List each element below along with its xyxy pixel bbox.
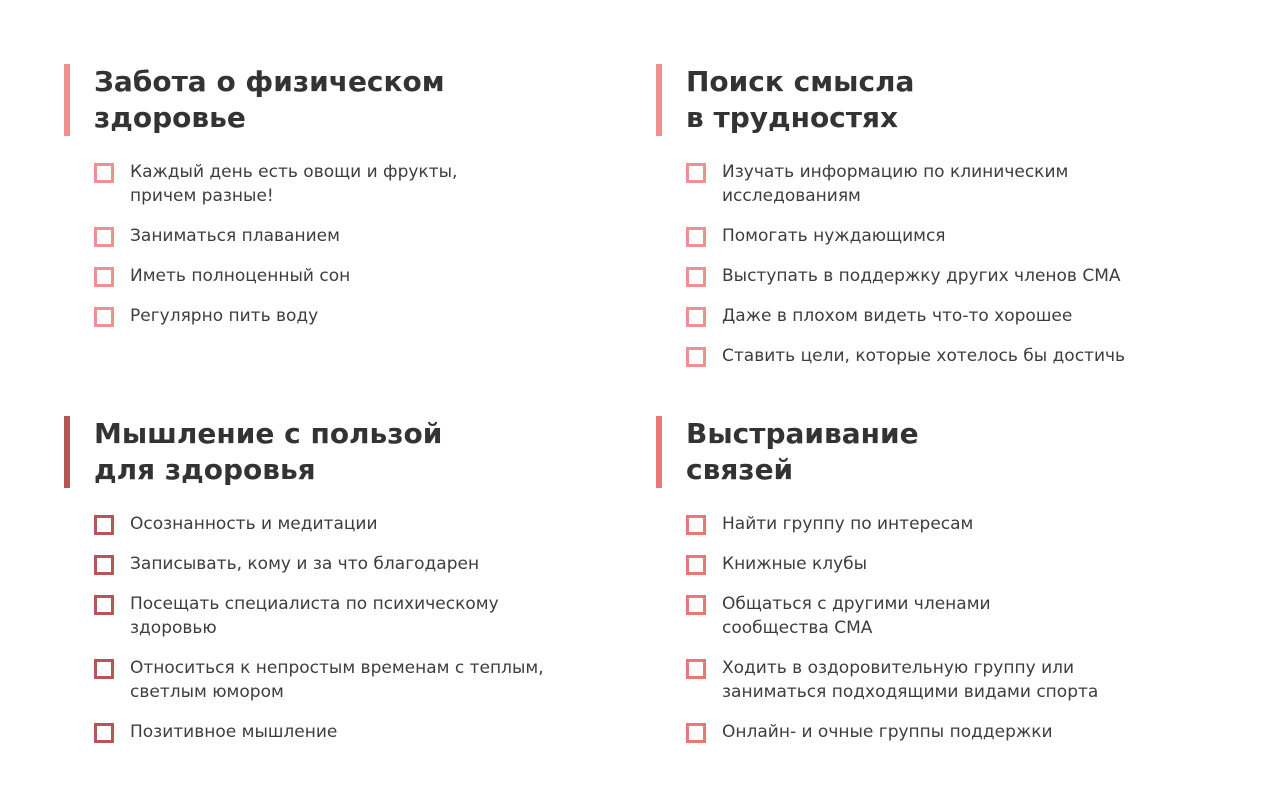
checkbox[interactable] (686, 723, 706, 743)
checklist-item (64, 224, 584, 248)
checklist-item (656, 592, 1176, 640)
checkbox[interactable] (686, 595, 706, 615)
checkbox[interactable] (94, 307, 114, 327)
section-title: Поиск смысла в трудностях (686, 65, 915, 134)
checkbox[interactable] (686, 515, 706, 535)
checklist-item (656, 552, 1176, 576)
checkbox[interactable] (686, 555, 706, 575)
checklist-item (64, 720, 584, 744)
checklist-item-label: Посещать специалиста по психическому здоровью (130, 594, 499, 638)
checklist-item-label: Помогать нуждающимся (722, 226, 946, 246)
checklist-item-label: Позитивное мышление (130, 722, 338, 742)
checklist (64, 160, 584, 328)
checkbox[interactable] (686, 163, 706, 183)
checkbox[interactable] (94, 227, 114, 247)
checkbox[interactable] (686, 227, 706, 247)
checkbox[interactable] (94, 163, 114, 183)
checklist-item-label: Онлайн- и очные группы поддержки (722, 722, 1053, 742)
section-title: Мышление с пользой для здоровья (94, 417, 443, 486)
checklist-item-label: Найти группу по интересам (722, 514, 974, 534)
checklist-item-label: Относиться к непростым временам с теплым, светлым юмором (130, 658, 544, 702)
checklist-item-label: Каждый день есть овощи и фрукты, причем разные! (130, 162, 458, 206)
checklist (656, 512, 1176, 744)
checklist-item (656, 264, 1176, 288)
checklist (64, 512, 584, 744)
checklist (656, 160, 1176, 368)
accent-bar (656, 64, 662, 136)
checklist-item (656, 656, 1176, 704)
checklist-item-label: Даже в плохом видеть что-то хорошее (722, 306, 1073, 326)
checkbox[interactable] (94, 659, 114, 679)
section-header (656, 416, 1176, 488)
checklist-item (64, 160, 584, 208)
checklist-item (656, 224, 1176, 248)
section-header (64, 416, 584, 488)
checklist-item-label: Ходить в оздоровительную группу или заниматься подходящими видами спорта (722, 658, 1099, 702)
checklist-item-label: Заниматься плаванием (130, 226, 340, 246)
section-title: Забота о физическом здоровье (94, 65, 445, 134)
checklist-item-label: Книжные клубы (722, 554, 868, 574)
checkbox[interactable] (94, 555, 114, 575)
checkbox[interactable] (94, 595, 114, 615)
checklist-item-label: Регулярно пить воду (130, 306, 319, 326)
section-healthy-mindset (64, 416, 584, 760)
checklist-item-label: Изучать информацию по клиническим исследованиям (722, 162, 1069, 206)
checklist-item (656, 160, 1176, 208)
checklist-item-label: Осознанность и медитации (130, 514, 378, 534)
accent-bar (656, 416, 662, 488)
section-building-connections (656, 416, 1176, 760)
checkbox[interactable] (94, 515, 114, 535)
checklist-item (656, 344, 1176, 368)
checklist-item-label: Выступать в поддержку других членов СМА (722, 266, 1121, 286)
checklist-item-label: Ставить цели, которые хотелось бы достичь (722, 346, 1126, 366)
checklist-item (64, 592, 584, 640)
checklist-item (656, 512, 1176, 536)
section-physical-health (64, 64, 584, 344)
checklist-item (64, 304, 584, 328)
checkbox[interactable] (686, 659, 706, 679)
checklist-item (64, 552, 584, 576)
checklist-item-label: Общаться с другими членами сообщества СМА (722, 594, 991, 638)
checklist-item-label: Иметь полноценный сон (130, 266, 351, 286)
checkbox[interactable] (94, 723, 114, 743)
checkbox[interactable] (686, 347, 706, 367)
checklist-item (64, 264, 584, 288)
section-finding-meaning (656, 64, 1176, 384)
checklist-item (64, 512, 584, 536)
accent-bar (64, 416, 70, 488)
section-header (656, 64, 1176, 136)
checkbox[interactable] (686, 307, 706, 327)
checklist-item (64, 656, 584, 704)
checklist-item-label: Записывать, кому и за что благодарен (130, 554, 480, 574)
section-title: Выстраивание связей (686, 417, 919, 486)
checklist-item (656, 304, 1176, 328)
section-header (64, 64, 584, 136)
accent-bar (64, 64, 70, 136)
checkbox[interactable] (94, 267, 114, 287)
checklist-item (656, 720, 1176, 744)
checkbox[interactable] (686, 267, 706, 287)
